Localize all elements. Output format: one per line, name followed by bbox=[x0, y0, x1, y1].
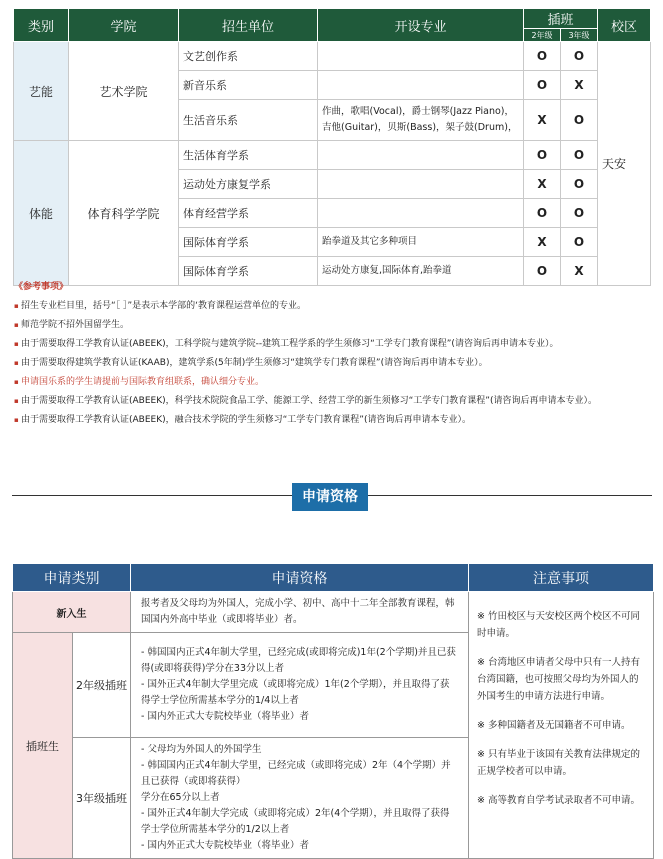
notes-heading: 《参考事项》 bbox=[14, 282, 69, 292]
reference-notes bbox=[14, 278, 654, 430]
header-major: 开设专业 bbox=[318, 9, 524, 42]
header-notice: 注意事项 bbox=[469, 564, 654, 592]
grade2-mark: O bbox=[524, 257, 561, 286]
table-row bbox=[14, 141, 651, 170]
grade2-label: 2年级插班 bbox=[73, 633, 131, 738]
header-grade3: 3年级 bbox=[561, 29, 598, 42]
major-cell: 跆拳道及其它多种项目 bbox=[318, 228, 524, 257]
qual-line: - 国外正式4年制大学完成（或即将完成）2年(4个学期），并且取得了获得学士学位所需基本学分的1/2以上者 bbox=[141, 808, 450, 835]
major-cell bbox=[318, 170, 524, 199]
header-category: 类别 bbox=[14, 9, 69, 42]
note-item: ▪ 由于需要取得建筑学教育认证(KAAB)，建筑学系(5年制)学生须修习“建筑学专门教育课程”(请咨询后再申请本专业）。 bbox=[14, 354, 654, 373]
eligibility-table bbox=[12, 563, 654, 859]
major-cell bbox=[318, 141, 524, 170]
notice-item: ※ 只有毕业于该国有关教育法律规定的正规学校者可以申请。 bbox=[477, 749, 640, 777]
notice-cell bbox=[469, 592, 654, 859]
qual-line: 学分在65分以上者 bbox=[141, 792, 220, 803]
notice-item: ※ 台湾地区申请者父母中只有一人持有台湾国籍，也可按照父母均为外国人的外国考生的申请方法进行申请。 bbox=[477, 657, 640, 702]
category-cell: 体能 bbox=[14, 141, 69, 286]
section-title: 申请资格 bbox=[292, 483, 368, 511]
notice-item: ※ 高等教育自学考试录取者不可申请。 bbox=[477, 795, 640, 806]
qual-line: - 国外正式4年制大学里完成（或即将完成）1年(2个学期），并且取得了获得学士学位所需基本学分的1/4以上者 bbox=[141, 679, 450, 706]
grade2-mark: O bbox=[524, 42, 561, 71]
note-item: ▪ 由于需要取得工学教育认证(ABEEK)，融合技术学院的学生须修习“工学专门教育课程”(请咨询后再申请本专业）。 bbox=[14, 411, 654, 430]
qual-line: - 父母均为外国人的外国学生 bbox=[141, 744, 262, 755]
grade3-mark: O bbox=[561, 199, 598, 228]
grade3-mark: X bbox=[561, 257, 598, 286]
qual-line: - 韩国国内正式4年制大学里，已经完成（或即将完成）2年（4个学期）并且已获得（或即将获得） bbox=[141, 760, 451, 787]
note-item: ▪ 师范学院不招外国留学生。 bbox=[14, 316, 654, 335]
qual-line: - 国内外正式大专院校毕业（将毕业）者 bbox=[141, 711, 309, 722]
header-qualification: 申请资格 bbox=[131, 564, 469, 592]
header-grade2: 2年级 bbox=[524, 29, 561, 42]
note-item: ▪ 由于需要取得工学教育认证(ABEEK)，科学技术院院食品工学、能源工学、经营工学的新生须修习“工学专门教育课程”(请咨询后再申请本专业）。 bbox=[14, 392, 654, 411]
table-row bbox=[14, 42, 651, 71]
table-row bbox=[13, 592, 654, 633]
major-cell bbox=[318, 71, 524, 100]
qual-line: - 韩国国内正式4年制大学里，已经完成(或即将完成)1年(2个学期)并且已获得(或即将获得)学分在33分以上者 bbox=[141, 647, 456, 674]
grade3-mark: O bbox=[561, 170, 598, 199]
college-cell: 体育科学学院 bbox=[69, 141, 179, 286]
notice-item: ※ 多种国籍者及无国籍者不可申请。 bbox=[477, 720, 631, 731]
grade3-mark: O bbox=[561, 141, 598, 170]
unit-cell: 运动处方康复学系 bbox=[179, 170, 318, 199]
grade2-mark: X bbox=[524, 228, 561, 257]
note-item: ▪ 招生专业栏目里，括号“［ ］”是表示本学部的‘教育课程运营单位的专业。 bbox=[14, 297, 654, 316]
header-college: 学院 bbox=[69, 9, 179, 42]
grade2-mark: O bbox=[524, 71, 561, 100]
notice-item: ※ 竹田校区与天安校区两个校区不可同时申请。 bbox=[477, 611, 640, 639]
grade2-mark: O bbox=[524, 199, 561, 228]
unit-cell: 国际体育学系 bbox=[179, 228, 318, 257]
unit-cell: 国际体育学系 bbox=[179, 257, 318, 286]
freshman-label: 新入生 bbox=[13, 592, 131, 633]
note-item: ▪ 由于需要取得工学教育认证(ABEEK)，工科学院与建筑学院--建筑工程学系的学生须修习“工学专门教育课程”(请咨询后再申请本专业）。 bbox=[14, 335, 654, 354]
major-cell bbox=[318, 42, 524, 71]
header-unit: 招生单位 bbox=[179, 9, 318, 42]
grade2-mark: X bbox=[524, 170, 561, 199]
grade3-mark: O bbox=[561, 228, 598, 257]
grade3-qualification bbox=[131, 738, 469, 859]
note-item-highlight: ▪ 申请国乐系的学生请提前与国际教育组联系，确认细分专业。 bbox=[14, 373, 654, 392]
grade2-qualification bbox=[131, 633, 469, 738]
unit-cell: 体育经营学系 bbox=[179, 199, 318, 228]
unit-cell: 生活体育学系 bbox=[179, 141, 318, 170]
campus-cell: 天安 bbox=[598, 42, 651, 286]
header-transfer: 插班 bbox=[524, 9, 598, 29]
grade2-mark: O bbox=[524, 141, 561, 170]
grade3-mark: X bbox=[561, 71, 598, 100]
qual-line: - 国内外正式大专院校毕业（将毕业）者 bbox=[141, 840, 309, 851]
unit-cell: 新音乐系 bbox=[179, 71, 318, 100]
grade3-mark: O bbox=[561, 42, 598, 71]
unit-cell: 生活音乐系 bbox=[179, 100, 318, 141]
transfer-label: 插班生 bbox=[13, 633, 73, 859]
header-type: 申请类别 bbox=[13, 564, 131, 592]
grade2-mark: X bbox=[524, 100, 561, 141]
major-cell: 运动处方康复,国际体育,跆拳道 bbox=[318, 257, 524, 286]
college-cell: 艺术学院 bbox=[69, 42, 179, 141]
header-campus: 校区 bbox=[598, 9, 651, 42]
unit-cell: 文艺创作系 bbox=[179, 42, 318, 71]
majors-table bbox=[13, 8, 651, 286]
major-cell: 作曲，歌唱(Vocal)，爵士钢琴(Jazz Piano)，吉他(Guitar)，贝斯(Bass)，架子鼓(Drum)， bbox=[318, 100, 524, 141]
category-cell: 艺能 bbox=[14, 42, 69, 141]
freshman-qualification: 报考者及父母均为外国人，完成小学、初中、高中十二年全部教育课程，韩国国内外高中毕业（或即将毕业）者。 bbox=[131, 592, 469, 633]
grade3-mark: O bbox=[561, 100, 598, 141]
major-cell bbox=[318, 199, 524, 228]
grade3-label: 3年级插班 bbox=[73, 738, 131, 859]
